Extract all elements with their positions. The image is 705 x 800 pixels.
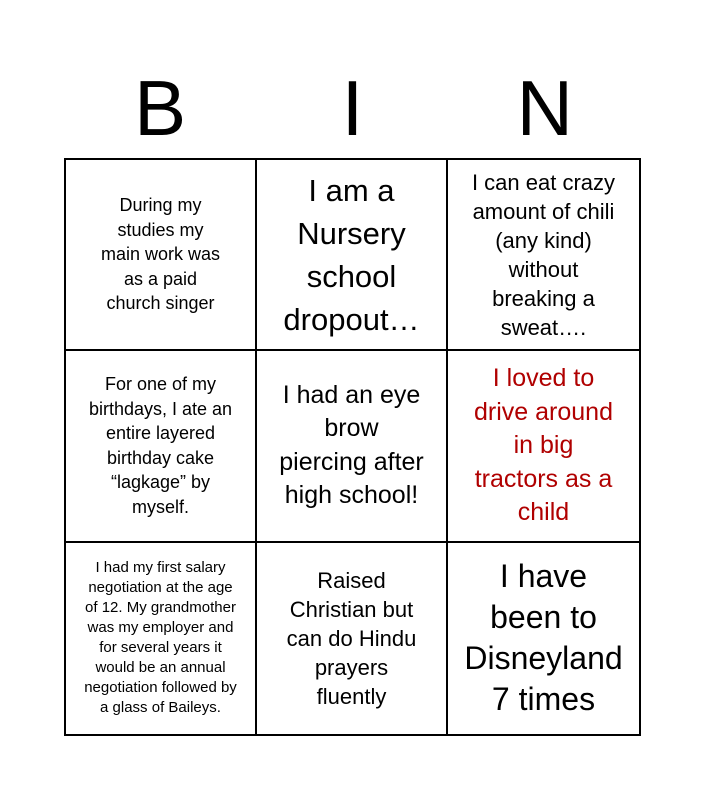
bingo-cell-2[interactable] <box>257 160 448 351</box>
bingo-cell-8[interactable] <box>257 543 448 734</box>
header-letter-i: I <box>341 64 364 152</box>
bingo-cell-text: I can eat crazy amount of chili (any kind) without breaking a sweat…. <box>471 169 616 340</box>
bingo-cell-text: I loved to drive around in big tractors as a child <box>474 364 613 527</box>
bingo-cell-9[interactable] <box>448 543 639 734</box>
header-letter-b: B <box>134 64 187 152</box>
bingo-cell-text: For one of my birthdays, I ate an entire layered birthday cake “lagkage” by myself. <box>88 374 233 517</box>
bingo-cell-4[interactable] <box>66 351 257 542</box>
header-letter-n: N <box>516 64 573 152</box>
bingo-cell-text: Raised Christian but can do Hindu prayers fluently <box>286 567 417 709</box>
bingo-cell-7[interactable] <box>66 543 257 734</box>
bingo-board <box>64 158 641 736</box>
bingo-cell-text: I am a Nursery school dropout… <box>283 172 420 337</box>
bingo-cell-text: During my studies my main work was as a paid church singer <box>100 195 221 314</box>
bingo-cell-text: I had an eye brow piercing after high school! <box>279 380 424 510</box>
bingo-cell-text: I had my first salary negotiation at the age of 12. My grandmother was my employer and for several years it would be an annual negotiation followed by a glass of Baileys. <box>84 559 237 717</box>
bingo-cell-1[interactable] <box>66 160 257 351</box>
bingo-cell-3[interactable] <box>448 160 639 351</box>
bingo-cell-text: I have been to Disneyland 7 times <box>464 558 623 718</box>
bingo-cell-6[interactable] <box>448 351 639 542</box>
bingo-header <box>64 64 641 152</box>
bingo-cell-5[interactable] <box>257 351 448 542</box>
